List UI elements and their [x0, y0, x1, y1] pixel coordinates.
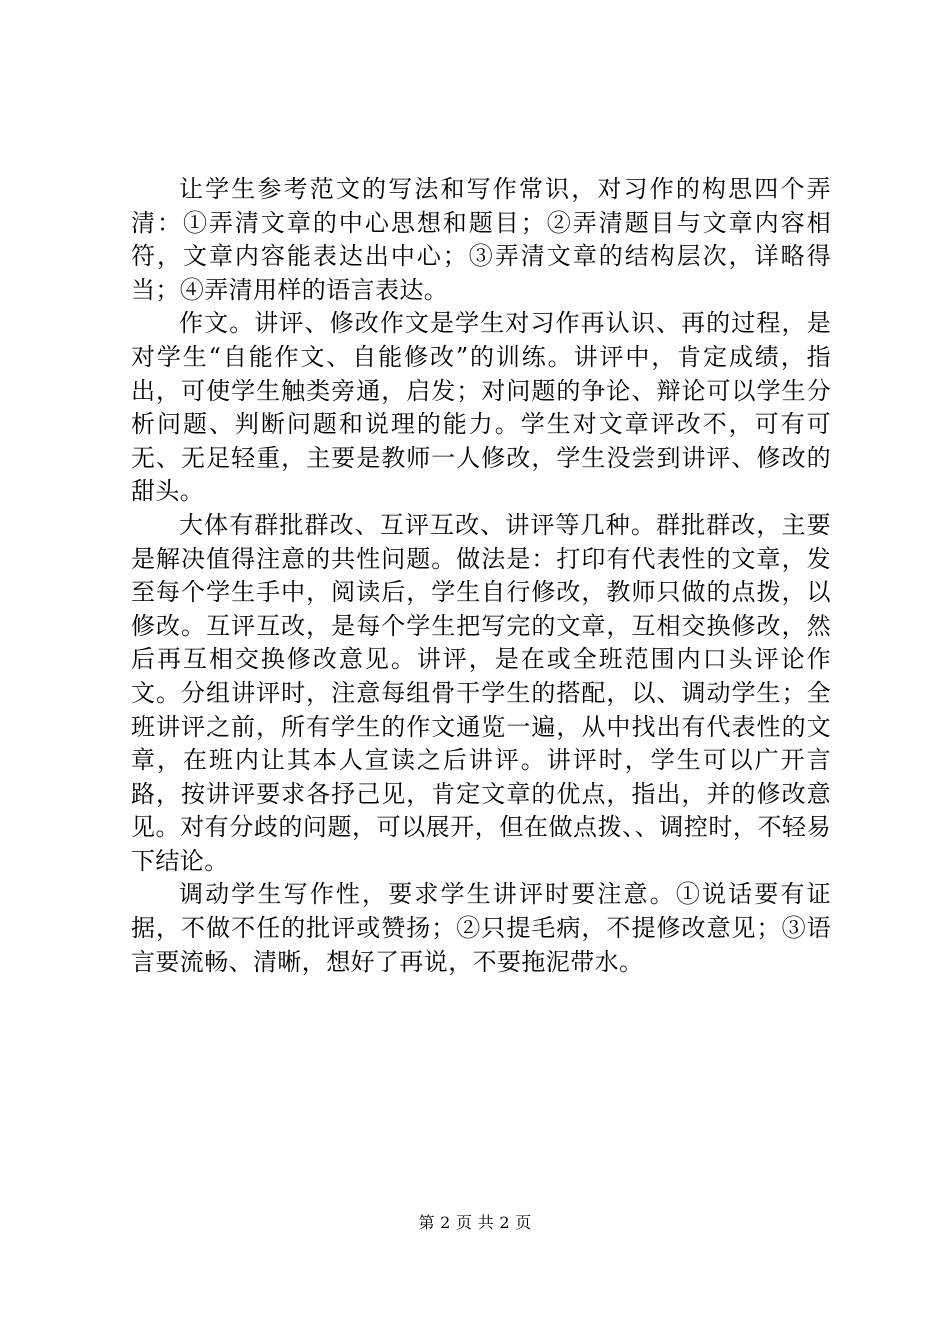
paragraph-3: 大体有群批群改、互评互改、讲评等几种。群批群改，主要是解决值得注意的共性问题。做法是：打印有代表性的文章，发至每个学生手中，阅读后，学生自行修改，教师只做的点拨，以修改。互评互改，是每个学生把写完的文章，互相交换修改，然后再互相交换修改意见。讲评，是在或全班范围内口头评论作文。分组讲评时，注意每组骨干学生的搭配，以、调动学生；全班讲评之前，所有学生的作文通览一遍，从中找出有代表性的文章，在班内让其本人宣读之后讲评。讲评时，学生可以广开言路，按讲评要求各抒己见，肯定文章的优点，指出，并的修改意见。对有分歧的问题，可以展开，但在做点拨、、调控时，不轻易下结论。 [131, 510, 831, 875]
paragraph-4: 调动学生写作性，要求学生讲评时要注意。①说话要有证据，不做不任的批评或赞扬；②只提毛病，不提修改意见；③语言要流畅、清晰，想好了再说，不要拖泥带水。 [131, 880, 831, 976]
page-number-footer: 第 2 页 共 2 页 [418, 1213, 532, 1232]
paragraph-1: 让学生参考范文的写法和写作常识，对习作的构思四个弄清：①弄清文章的中心思想和题目；②弄清题目与文章内容相符，文章内容能表达出中心；③弄清文章的结构层次，详略得当；④弄清用样的语言表达。 [131, 175, 831, 304]
paragraph-2: 作文。讲评、修改作文是学生对习作再认识、再的过程，是对学生“自能作文、自能修改”的训练。讲评中，肯定成绩，指出，可使学生触类旁通，启发；对问题的争论、辩论可以学生分析问题、判断问题和说理的能力。学生对文章评改不，可有可无、无足轻重，主要是教师一人修改，学生没尝到讲评、修改的甜头。 [131, 309, 831, 506]
document-body [131, 173, 831, 979]
